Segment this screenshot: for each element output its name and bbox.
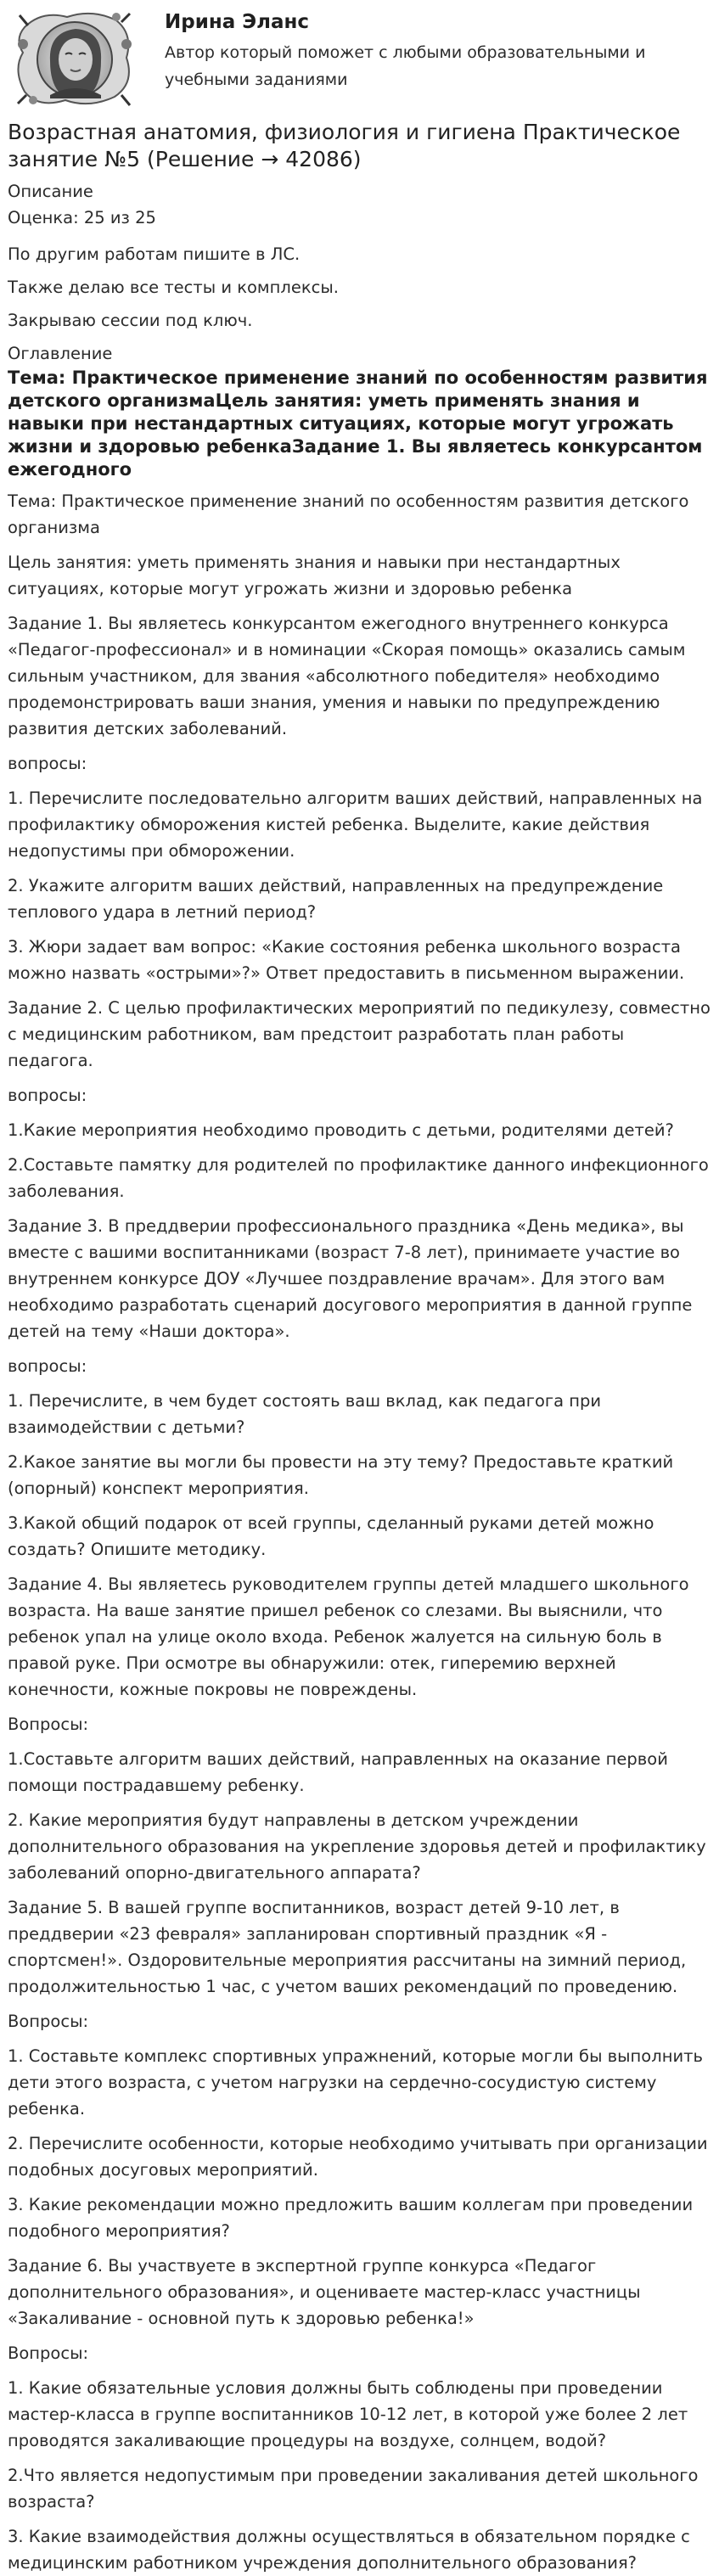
- intro-line: По другим работам пишите в ЛС.: [8, 244, 301, 264]
- content-paragraph: Задание 1. Вы являетесь конкурсантом ежегодного внутреннего конкурса «Педагог-профессионал» и в номинации «Скорая помощь» оказались самым сильным участником, для звания «абсолютного победителя» необходимо продемонстрировать ваши знания, умения и навыки по предупреждению развития детских заболеваний.: [8, 614, 686, 738]
- intro-block: [8, 241, 711, 334]
- intro-line: Также делаю все тесты и комплексы.: [8, 278, 339, 297]
- content-paragraph: 2.Что является недопустимым при проведении закаливания детей школьного возраста?: [8, 2466, 699, 2511]
- content-paragraph: 3. Жюри задает вам вопрос: «Какие состояния ребенка школьного возраста можно назвать «острыми»?» Ответ предоставить в письменном выражении.: [8, 937, 685, 983]
- content-paragraph: Задание 3. В преддверии профессионального праздника «День медика», вы вместе с вашими воспитанниками (возраст 7-8 лет), принимаете участие во внутреннем конкурсе ДОУ «Лучшее поздравление врачам». Для этого вам необходимо разработать сценарий досугового мероприятия в данной группе детей на тему «Наши доктора».: [8, 1216, 693, 1341]
- content-paragraph: 2. Какие мероприятия будут направлены в детском учреждении дополнительного образования на укрепление здоровья детей и профилактику заболеваний опорно-двигательного аппарата?: [8, 1810, 706, 1883]
- rating: Оценка: 25 из 25: [8, 208, 156, 227]
- content-paragraph: 3. Какие взаимодействия должны осуществляться в обязательном порядке с медицинским работником учреждения дополнительного образования?: [8, 2527, 690, 2573]
- content-paragraph: Задание 4. Вы являетесь руководителем группы детей младшего школьного возраста. На ваше занятие пришел ребенок со слезами. Вы выяснили, что ребенок упал на улице около входа. Ребенок жалуется на сильную боль в правой руке. При осмотре вы обнаружили: отек, гиперемию верхней конечности, кожные покровы не повреждены.: [8, 1574, 689, 1699]
- content-paragraph: 1.Какие мероприятия необходимо проводить с детьми, родителями детей?: [8, 1120, 674, 1140]
- content-paragraph: Задание 2. С целью профилактических мероприятий по педикулезу, совместно с медицинским работником, вам предстоит разработать план работы педагога.: [8, 998, 711, 1070]
- content-paragraph: 2. Укажите алгоритм ваших действий, направленных на предупреждение теплового удара в летний период?: [8, 876, 664, 922]
- content-paragraph: 1.Составьте алгоритм ваших действий, направленных на оказание первой помощи пострадавшему ребенку.: [8, 1749, 668, 1795]
- content-paragraph: Тема: Практическое применение знаний по особенностям развития детского организма: [8, 491, 689, 537]
- intro-line: Закрываю сессии под ключ.: [8, 311, 253, 330]
- content-paragraph: 1. Перечислите последовательно алгоритм ваших действий, направленных на профилактику обморожения кистей ребенка. Выделите, какие действия недопустимы при обморожении.: [8, 789, 703, 861]
- content-paragraph: 3. Какие рекомендации можно предложить вашим коллегам при проведении подобного мероприятия?: [8, 2195, 694, 2241]
- content-paragraph: Задание 6. Вы участвуете в экспертной группе конкурса «Педагог дополнительного образования», и оцениваете мастер-класс участницы «Закаливание - основной путь к здоровью ребенка!»: [8, 2256, 641, 2328]
- content-paragraph: вопросы:: [8, 1356, 87, 1376]
- content-paragraph: 2. Перечислите особенности, которые необходимо учитывать при организации подобных досуговых мероприятий.: [8, 2134, 708, 2180]
- toc-heading: Тема: Практическое применение знаний по особенностям развития детского организмаЦель занятия: уметь применять знания и навыки при нестандартных ситуациях, которые могут угрожать жизни и здоровью ребенкаЗадание 1. Вы являетесь конкурсантом ежегодного: [8, 368, 708, 480]
- content-paragraph: Задание 5. В вашей группе воспитанников, возраст детей 9-10 лет, в преддверии «23 февраля» запланирован спортивный праздник «Я - спортсмен!». Оздоровительные мероприятия рассчитаны на зимний период, продолжительностью 1 час, с учетом ваших рекомендаций по проведению.: [8, 1898, 687, 1996]
- content-paragraph: 1. Какие обязательные условия должны быть соблюдены при проведении мастер-класса в группе воспитанников 10-12 лет, в которой уже более 2 лет проводятся закаливающие процедуры на воздухе, солнцем, водой?: [8, 2378, 688, 2450]
- content-paragraph: 2.Какое занятие вы могли бы провести на эту тему? Предоставьте краткий (опорный) конспект мероприятия.: [8, 1452, 674, 1498]
- content-paragraph: 3.Какой общий подарок от всей группы, сделанный руками детей можно создать? Опишите методику.: [8, 1513, 654, 1559]
- content-paragraph: вопросы:: [8, 754, 87, 773]
- author-avatar[interactable]: [16, 10, 133, 107]
- content-paragraph: Вопросы:: [8, 1715, 89, 1734]
- content-paragraph: Вопросы:: [8, 2012, 89, 2031]
- description-label: Описание: [8, 182, 93, 201]
- work-content: [8, 488, 711, 2576]
- content-paragraph: 1. Составьте комплекс спортивных упражнений, которые могли бы выполнить дети этого возраста, с учетом нагрузки на сердечно-сосудистую систему ребенка.: [8, 2046, 703, 2119]
- content-paragraph: Вопросы:: [8, 2343, 89, 2363]
- author-description: Автор который поможет с любыми образовательными и учебными заданиями: [165, 43, 646, 89]
- toc-label: Оглавление: [8, 344, 113, 363]
- content-paragraph: вопросы:: [8, 1086, 87, 1105]
- content-paragraph: 1. Перечислите, в чем будет состоять ваш вклад, как педагога при взаимодействии с детьми?: [8, 1391, 602, 1437]
- work-title: Возрастная анатомия, физиология и гигиена Практическое занятие №5 (Решение → 42086): [8, 120, 681, 171]
- content-paragraph: 2.Составьте памятку для родителей по профилактике данного инфекционного заболевания.: [8, 1155, 709, 1201]
- author-name[interactable]: Ирина Эланс: [165, 11, 310, 33]
- content-paragraph: Цель занятия: уметь применять знания и навыки при нестандартных ситуациях, которые могут угрожать жизни и здоровью ребенка: [8, 553, 621, 598]
- author-card: [8, 0, 711, 119]
